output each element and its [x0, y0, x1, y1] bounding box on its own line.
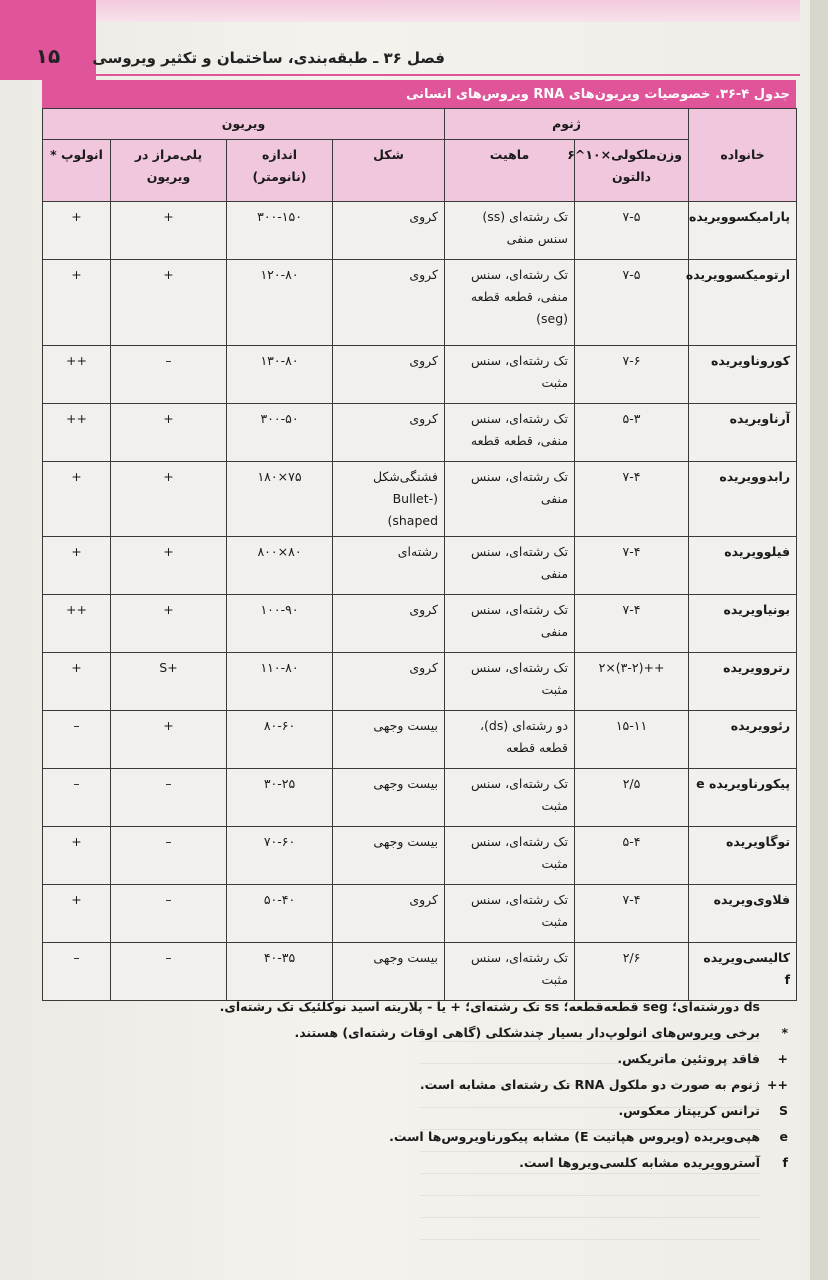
cell-polymerase: –	[111, 943, 227, 1001]
cell-polymerase: +	[111, 711, 227, 769]
footnote	[28, 1020, 788, 1046]
cell-shape: کروی	[333, 595, 445, 653]
page-number: ۱۵	[35, 44, 61, 68]
header-polymerase: پلی‌مراز در ویریون	[111, 140, 227, 202]
cell-shape: کروی	[333, 202, 445, 260]
footnote-symbol: *	[781, 1025, 788, 1040]
footnote	[28, 994, 788, 1020]
footnote-text: فاقد پروتئین ماتریکس.	[617, 1051, 760, 1066]
cell-envelope: ++	[43, 595, 111, 653]
cell-family: کالیسی‌ویریده f	[689, 943, 797, 1001]
table-row	[43, 462, 797, 537]
footnote-symbol: e	[779, 1129, 788, 1144]
footnote-text: آستروویریده مشابه کلسی‌ویروها است.	[519, 1155, 760, 1170]
cell-size: ۱۳۰-۸۰	[227, 346, 333, 404]
cell-mw: ۷-۴	[575, 537, 689, 595]
cell-size: ۱۱۰-۸۰	[227, 653, 333, 711]
cell-mw: ۷-۵	[575, 202, 689, 260]
cell-shape: کروی	[333, 404, 445, 462]
cell-polymerase: –	[111, 885, 227, 943]
footnote	[28, 1072, 788, 1098]
cell-size: ۱۲۰-۸۰	[227, 260, 333, 346]
cell-family: آرناویریده	[689, 404, 797, 462]
cell-size: ۳۰۰-۱۵۰	[227, 202, 333, 260]
table-footnotes	[28, 994, 788, 1176]
header-nature: ماهیت	[445, 140, 575, 202]
table-row	[43, 711, 797, 769]
table-body	[43, 202, 797, 1001]
chapter-title: فصل ۳۶ ـ طبقه‌بندی، ساختمان و تکثیر ویروسی	[92, 49, 445, 67]
cell-polymerase: +S	[111, 653, 227, 711]
cell-shape: کروی	[333, 885, 445, 943]
cell-polymerase: +	[111, 537, 227, 595]
cell-shape: بیست وجهی	[333, 943, 445, 1001]
cell-shape: کروی	[333, 653, 445, 711]
cell-family: پارامیکسوویریده	[689, 202, 797, 260]
cell-shape: رشته‌ای	[333, 537, 445, 595]
cell-envelope: +	[43, 462, 111, 537]
header-virion: ویریون	[43, 109, 445, 140]
cell-size: ۳۰-۲۵	[227, 769, 333, 827]
table-row	[43, 827, 797, 885]
cell-envelope: +	[43, 827, 111, 885]
cell-polymerase: +	[111, 404, 227, 462]
cell-envelope: +	[43, 885, 111, 943]
cell-shape: بیست وجهی	[333, 827, 445, 885]
cell-size: ۳۰۰-۵۰	[227, 404, 333, 462]
footnote-text: ترانس کریپتاز معکوس.	[618, 1103, 760, 1118]
cell-nature: تک رشته‌ای، سنس مثبت	[445, 346, 575, 404]
cell-nature: تک رشته‌ای، سنس منفی، قطعه قطعه (seg)	[445, 260, 575, 346]
header-shape: شکل	[333, 140, 445, 202]
table-row	[43, 346, 797, 404]
cell-envelope: +	[43, 260, 111, 346]
cell-family: رتروویریده	[689, 653, 797, 711]
cell-family: پیکورناویریده e	[689, 769, 797, 827]
footnote-text: ژنوم به صورت دو ملکول RNA تک رشته‌ای مشابه است.	[419, 1077, 760, 1092]
cell-envelope: ++	[43, 404, 111, 462]
header-top-band	[0, 0, 800, 22]
cell-mw: ۲/۵	[575, 769, 689, 827]
cell-mw: ۱۵-۱۱	[575, 711, 689, 769]
table-row	[43, 769, 797, 827]
cell-size: ۵۰-۴۰	[227, 885, 333, 943]
cell-nature: تک رشته‌ای، سنس مثبت	[445, 769, 575, 827]
footnote-text: برخی ویروس‌های انولوپ‌دار بسیار چندشکلی (گاهی اوقات رشته‌ای) هستند.	[294, 1025, 760, 1040]
cell-family: کوروناویریده	[689, 346, 797, 404]
header-genome: ژنوم	[445, 109, 689, 140]
cell-envelope: +	[43, 653, 111, 711]
table-caption: جدول ۴-۳۶. خصوصیات ویریون‌های RNA ویروس‌های انسانی	[42, 80, 796, 108]
cell-shape: کروی	[333, 260, 445, 346]
header-page-band	[0, 0, 96, 80]
cell-nature: تک رشته‌ای، سنس منفی، قطعه قطعه	[445, 404, 575, 462]
cell-envelope: –	[43, 943, 111, 1001]
cell-envelope: –	[43, 769, 111, 827]
cell-mw: ۷-۶	[575, 346, 689, 404]
table-row	[43, 943, 797, 1001]
cell-nature: تک رشته‌ای، سنس منفی	[445, 595, 575, 653]
cell-nature: تک رشته‌ای (ss) سنس منفی	[445, 202, 575, 260]
table-row	[43, 404, 797, 462]
cell-envelope: ++	[43, 346, 111, 404]
cell-shape: بیست وجهی	[333, 711, 445, 769]
cell-family: رابدوویریده	[689, 462, 797, 537]
cell-family: فلاوی‌ویریده	[689, 885, 797, 943]
header-rule	[96, 74, 800, 76]
cell-mw: ۷-۴	[575, 462, 689, 537]
table-row	[43, 653, 797, 711]
cell-polymerase: –	[111, 827, 227, 885]
header-envelope: انولوپ *	[43, 140, 111, 202]
cell-nature: تک رشته‌ای، سنس منفی	[445, 537, 575, 595]
cell-size: ۷۵×۱۸۰	[227, 462, 333, 537]
cell-envelope: –	[43, 711, 111, 769]
footnote-symbol: ++	[767, 1077, 788, 1092]
footnote-text: هپی‌ویریده (ویروس هپاتیت E) مشابه پیکورناویروس‌ها است.	[389, 1129, 760, 1144]
data-table	[42, 108, 797, 1001]
footnote	[28, 1124, 788, 1150]
table-row	[43, 595, 797, 653]
footnote-symbol: S	[778, 1103, 788, 1118]
cell-size: ۷۰-۶۰	[227, 827, 333, 885]
cell-polymerase: +	[111, 260, 227, 346]
table-row	[43, 260, 797, 346]
cell-mw: ۷-۵	[575, 260, 689, 346]
cell-family: توگاویریده	[689, 827, 797, 885]
footnote	[28, 1046, 788, 1072]
table-row	[43, 885, 797, 943]
footnote-symbol: f	[782, 1155, 788, 1170]
cell-size: ۸۰-۶۰	[227, 711, 333, 769]
page-header	[0, 0, 800, 80]
footnote-text: ds دورشته‌ای؛ seg قطعه‌قطعه؛ ss تک رشته‌ای؛ + یا - پلاریته اسید نوکلئیک تک رشته‌ای.	[219, 999, 760, 1014]
cell-polymerase: +	[111, 595, 227, 653]
cell-mw: ++(۳-۲)×۲	[575, 653, 689, 711]
cell-nature: تک رشته‌ای، سنس مثبت	[445, 885, 575, 943]
header-mw: وزن‌ملکولی×۱۰^۶ دالتون	[575, 140, 689, 202]
cell-mw: ۷-۴	[575, 595, 689, 653]
cell-shape: کروی	[333, 346, 445, 404]
cell-nature: تک رشته‌ای، سنس مثبت	[445, 943, 575, 1001]
cell-polymerase: –	[111, 346, 227, 404]
cell-family: رئوویریده	[689, 711, 797, 769]
footnote	[28, 1150, 788, 1176]
footnote-symbol: +	[777, 1051, 788, 1066]
cell-mw: ۵-۳	[575, 404, 689, 462]
footnote	[28, 1098, 788, 1124]
cell-nature: تک رشته‌ای، سنس مثبت	[445, 653, 575, 711]
table-row	[43, 537, 797, 595]
cell-envelope: +	[43, 202, 111, 260]
cell-mw: ۷-۴	[575, 885, 689, 943]
cell-size: ۴۰-۳۵	[227, 943, 333, 1001]
cell-mw: ۲/۶	[575, 943, 689, 1001]
table-row	[43, 202, 797, 260]
cell-mw: ۵-۴	[575, 827, 689, 885]
cell-shape: فشنگی‌شکل (Bullet- shaped)	[333, 462, 445, 537]
cell-nature: تک رشته‌ای، سنس مثبت	[445, 827, 575, 885]
cell-family: فیلوویریده	[689, 537, 797, 595]
cell-nature: تک رشته‌ای، سنس منفی	[445, 462, 575, 537]
cell-size: ۱۰۰-۹۰	[227, 595, 333, 653]
header-size: اندازه (نانومتر)	[227, 140, 333, 202]
cell-family: ارتومیکسوویریده	[689, 260, 797, 346]
cell-family: بونیاویریده	[689, 595, 797, 653]
cell-size: ۸۰×۸۰۰	[227, 537, 333, 595]
header-family: خانواده	[689, 109, 797, 202]
cell-polymerase: –	[111, 769, 227, 827]
cell-shape: بیست وجهی	[333, 769, 445, 827]
cell-polymerase: +	[111, 202, 227, 260]
page-edge	[810, 0, 828, 1280]
rna-virus-table	[42, 80, 796, 1001]
cell-polymerase: +	[111, 462, 227, 537]
cell-envelope: +	[43, 537, 111, 595]
cell-nature: دو رشته‌ای (ds)، قطعه قطعه	[445, 711, 575, 769]
